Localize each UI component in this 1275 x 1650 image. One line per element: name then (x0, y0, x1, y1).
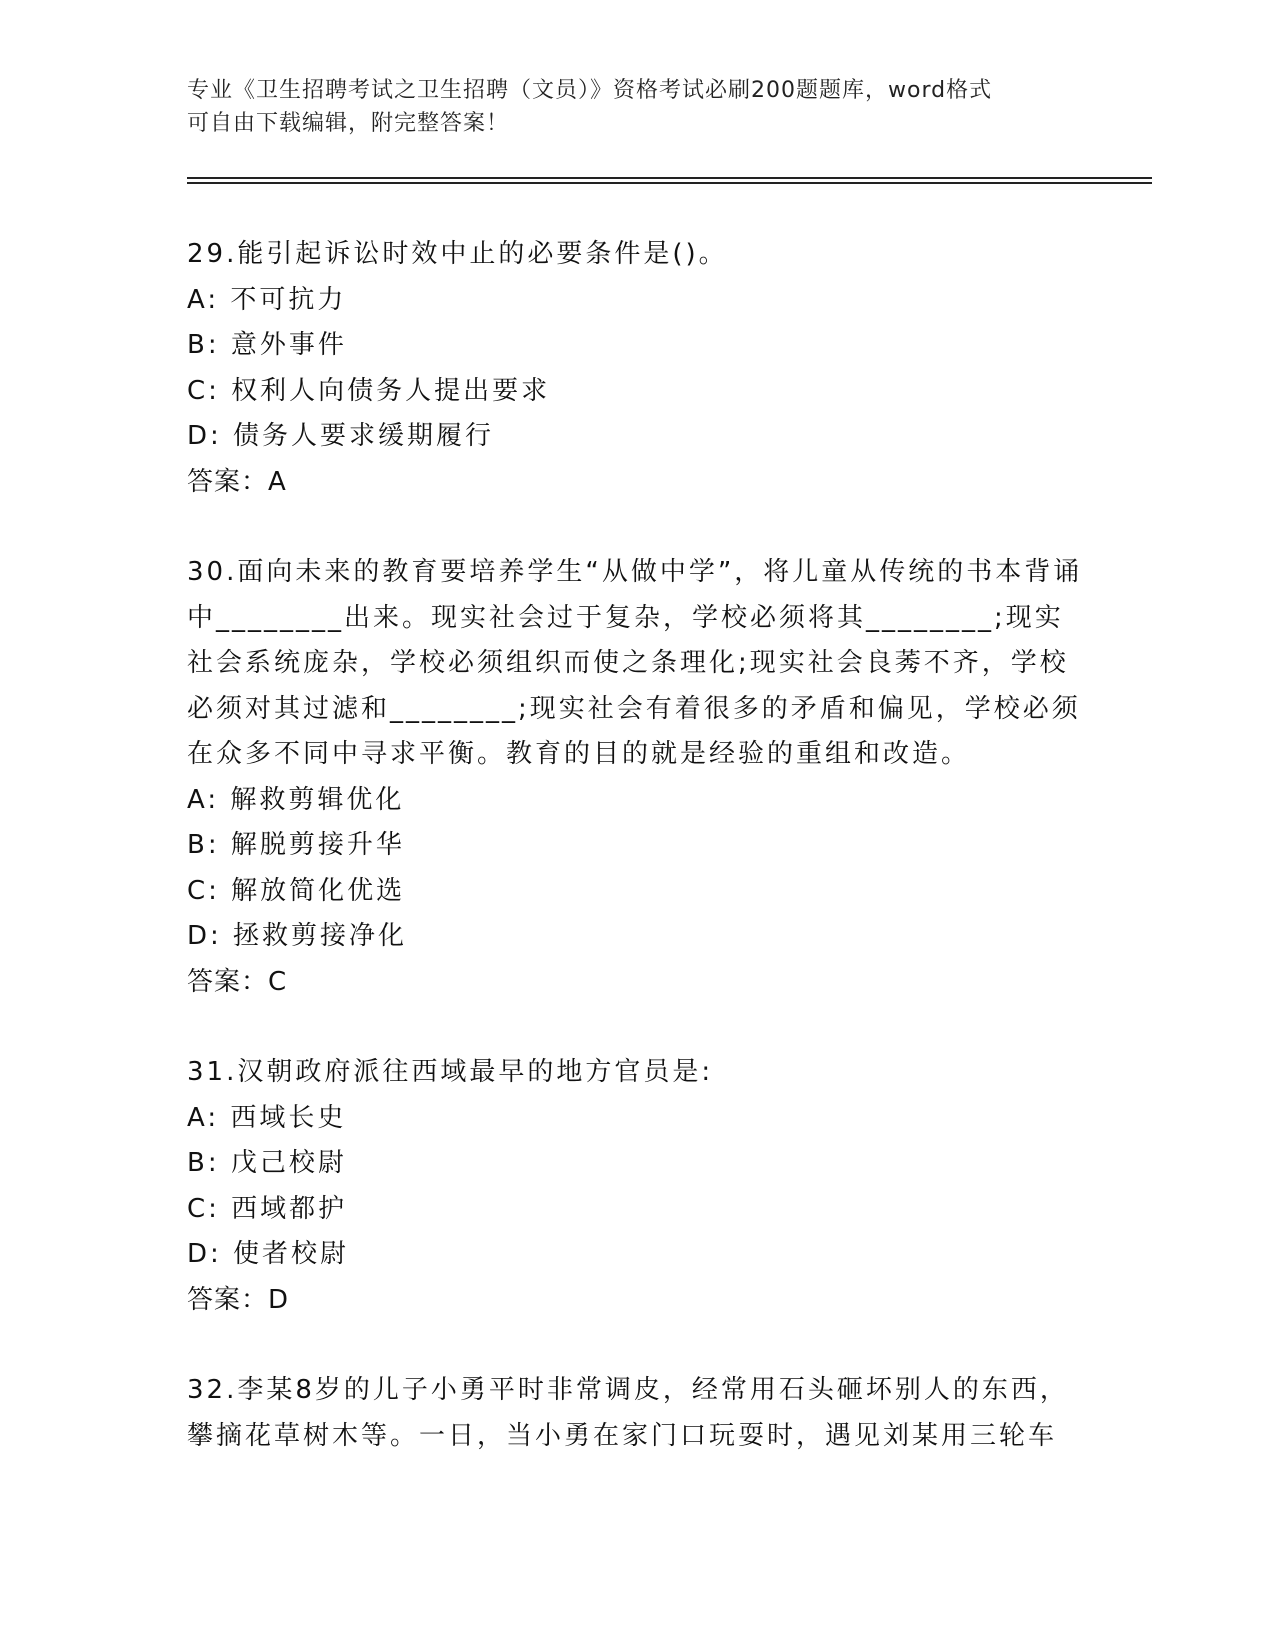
answer-label: 答案：D (187, 1284, 290, 1315)
option-a: A: 西域长史 (187, 1102, 347, 1133)
question-30 (187, 550, 1087, 1005)
option-c: C: 解放简化优选 (187, 875, 406, 906)
option-d: D: 使者校尉 (187, 1239, 350, 1269)
document-header (187, 74, 1067, 140)
option-a: A: 解救剪辑优化 (187, 784, 405, 815)
question-spacer (187, 1323, 1087, 1368)
question-31 (187, 1050, 1087, 1323)
question-stem: 29.能引起诉讼时效中止的必要条件是()。 (187, 239, 728, 269)
option-b: B: 意外事件 (187, 330, 347, 360)
answer-label: 答案：A (187, 466, 287, 497)
question-spacer (187, 1005, 1087, 1050)
option-c: C: 西域都护 (187, 1193, 348, 1224)
header-line-1: 专业《卫生招聘考试之卫生招聘（文员）》资格考试必刷200题题库，word格式 (187, 78, 993, 103)
question-stem: 31.汉朝政府派往西域最早的地方官员是: (187, 1057, 714, 1087)
option-b: B: 戊己校尉 (187, 1148, 347, 1178)
header-rule-top (187, 177, 1152, 179)
question-stem: 32.李某8岁的儿子小勇平时非常调皮，经常用石头砸坏别人的东西，攀摘花草树木等。一日，当小勇在家门口玩耍时，遇见刘某用三轮车 (187, 1375, 1069, 1451)
option-a: A: 不可抗力 (187, 284, 347, 315)
header-rule-bottom (187, 182, 1152, 184)
question-list (187, 232, 1087, 1459)
option-b: B: 解脱剪接升华 (187, 830, 405, 860)
option-c: C: 权利人向债务人提出要求 (187, 375, 551, 406)
question-29 (187, 232, 1087, 505)
question-stem: 30.面向未来的教育要培养学生“从做中学”，将儿童从传统的书本背诵中________出来。现实社会过于复杂，学校必须将其________;现实社会系统庞杂，学校必须组织而使之条理化;现实社会良莠不齐，学校必须对其过滤和________;现实社会有着很多的矛盾和偏见，学校必须在众多不同中寻求平衡。教育的目的就是经验的重组和改造。 (187, 557, 1083, 769)
question-spacer (187, 505, 1087, 550)
header-line-2: 可自由下载编辑，附完整答案！ (187, 111, 510, 136)
question-32 (187, 1368, 1087, 1459)
answer-label: 答案：C (187, 966, 288, 997)
option-d: D: 拯救剪接净化 (187, 921, 408, 951)
option-d: D: 债务人要求缓期履行 (187, 421, 495, 451)
